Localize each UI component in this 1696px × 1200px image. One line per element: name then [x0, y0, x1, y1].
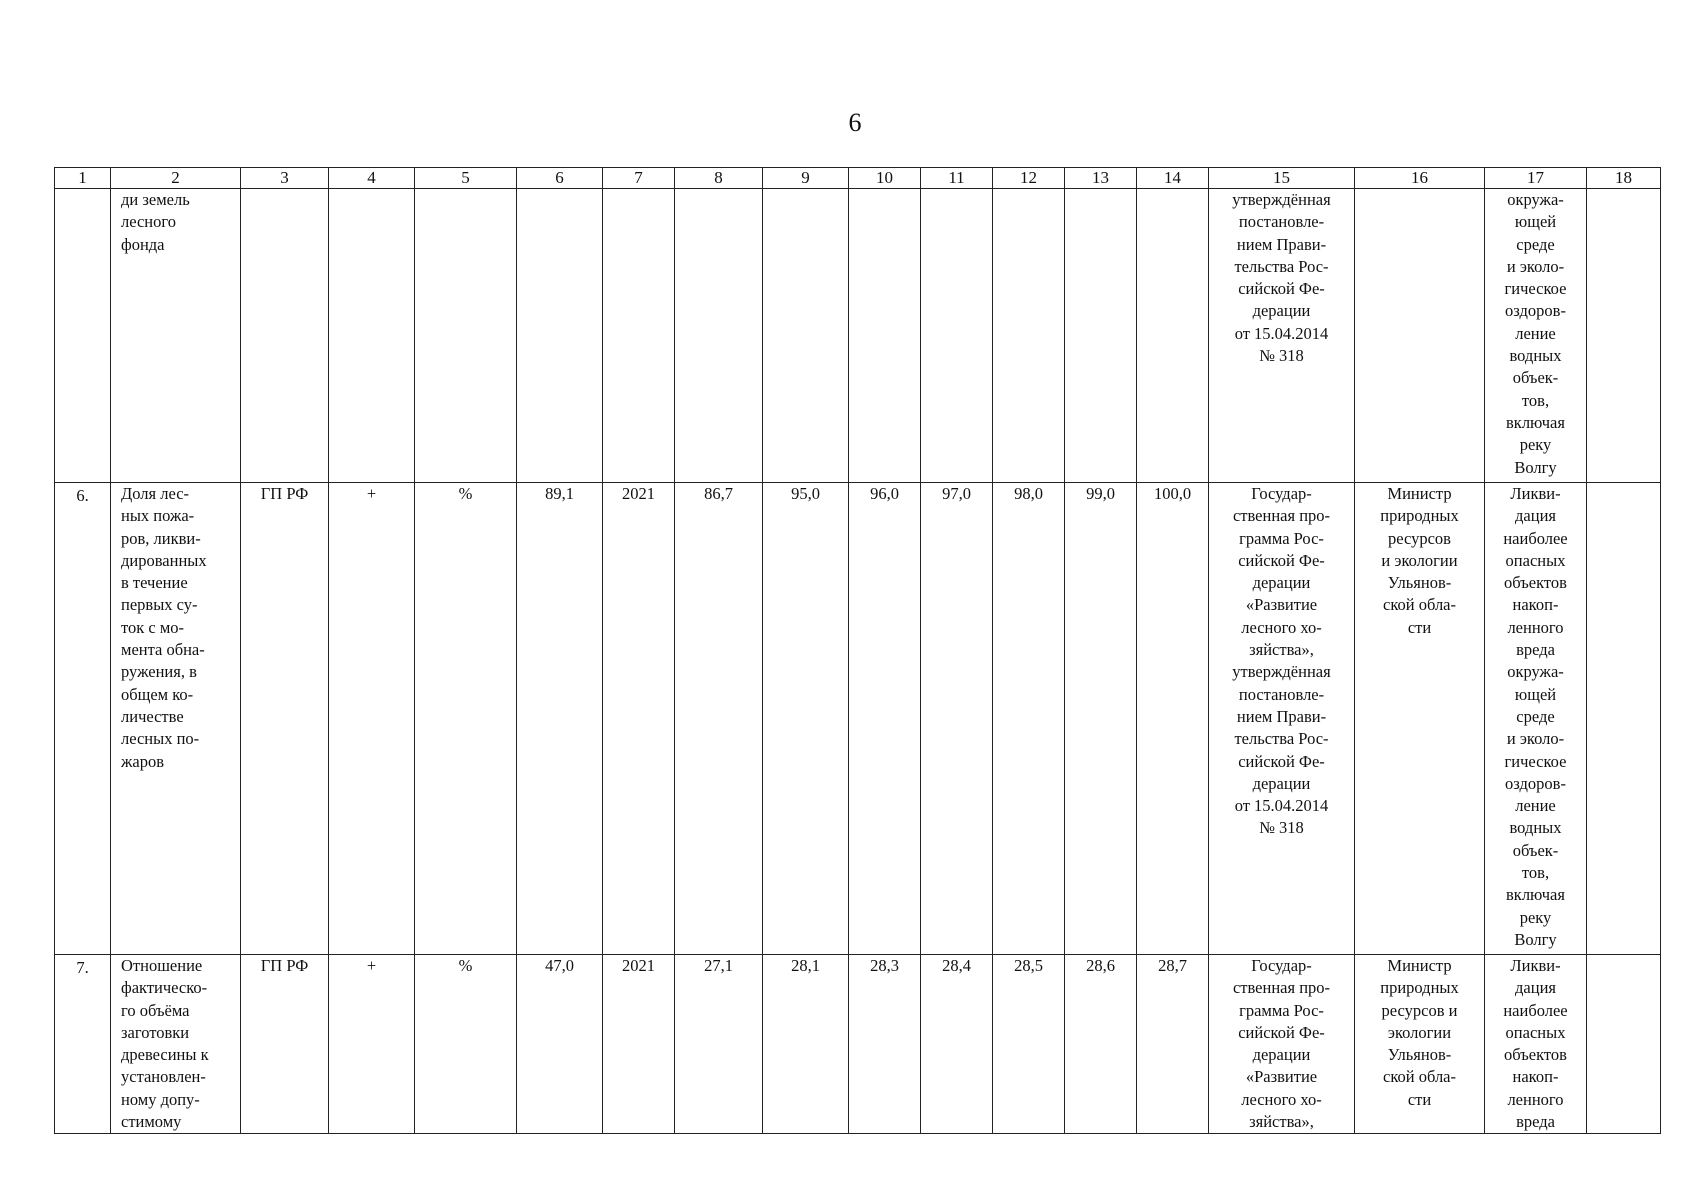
row-number: 7.	[55, 955, 111, 1134]
indicator-type	[241, 189, 329, 483]
base-year: 2021	[603, 955, 675, 1134]
value-col-8: 86,7	[675, 483, 763, 955]
base-value: 89,1	[517, 483, 603, 955]
table-row	[55, 483, 1661, 955]
value-col-9: 95,0	[763, 483, 849, 955]
value-col-12	[993, 189, 1065, 483]
direction: +	[329, 483, 415, 955]
indicator-name: Доля лес- ных пожа- ров, ликви- дированных в течение первых су- ток с мо- мента обна- ружения, в общем ко- личестве лесных по- жаров	[111, 483, 241, 955]
value-col-10: 96,0	[849, 483, 921, 955]
value-col-11: 28,4	[921, 955, 993, 1134]
value-col-8: 27,1	[675, 955, 763, 1134]
indicator-name: ди земель лесного фонда	[111, 189, 241, 483]
responsible-person	[1355, 189, 1485, 483]
value-col-12: 98,0	[993, 483, 1065, 955]
page-number: 6	[848, 108, 862, 137]
unit: %	[415, 483, 517, 955]
value-col-8	[675, 189, 763, 483]
indicator-name: Отношение фактическо- го объёма заготовки древесины к установлен- ному допу- стимому	[111, 955, 241, 1134]
column-number: 9	[763, 168, 849, 189]
related-goal: Ликви- дация наиболее опасных объектов накоп- ленного вреда окружа- ющей среде и эколо- гическое оздоров- ление водных объек- тов, включая реку Волгу	[1485, 483, 1587, 955]
related-goal: Ликви- дация наиболее опасных объектов накоп- ленного вреда	[1485, 955, 1587, 1134]
value-col-10: 28,3	[849, 955, 921, 1134]
base-year: 2021	[603, 483, 675, 955]
value-col-13: 28,6	[1065, 955, 1137, 1134]
value-col-13: 99,0	[1065, 483, 1137, 955]
column-number: 15	[1209, 168, 1355, 189]
column-number: 12	[993, 168, 1065, 189]
value-col-10	[849, 189, 921, 483]
indicator-type: ГП РФ	[241, 955, 329, 1134]
column-number: 16	[1355, 168, 1485, 189]
document-reference: Государ- ственная про- грамма Рос- сийской Фе- дерации «Развитие лесного хо- зяйства»,	[1209, 955, 1355, 1134]
column-number-row	[55, 168, 1661, 189]
base-value	[517, 189, 603, 483]
responsible-person: Министр природных ресурсов и экологии Ульянов- ской обла- сти	[1355, 483, 1485, 955]
column-number: 4	[329, 168, 415, 189]
direction: +	[329, 955, 415, 1134]
value-col-11	[921, 189, 993, 483]
column-number: 3	[241, 168, 329, 189]
value-col-14: 28,7	[1137, 955, 1209, 1134]
column-18-cell	[1587, 955, 1661, 1134]
column-number: 5	[415, 168, 517, 189]
column-number: 8	[675, 168, 763, 189]
column-number: 17	[1485, 168, 1587, 189]
value-col-9: 28,1	[763, 955, 849, 1134]
value-col-11: 97,0	[921, 483, 993, 955]
base-year	[603, 189, 675, 483]
value-col-9	[763, 189, 849, 483]
row-number: 6.	[55, 483, 111, 955]
column-number: 11	[921, 168, 993, 189]
column-number: 18	[1587, 168, 1661, 189]
value-col-14	[1137, 189, 1209, 483]
column-18-cell	[1587, 483, 1661, 955]
value-col-13	[1065, 189, 1137, 483]
document-reference: Государ- ственная про- грамма Рос- сийской Фе- дерации «Развитие лесного хо- зяйства», утверждённая постановле- нием Прави- тельства Рос- сийской Фе- дерации от 15.04.2014 № 318	[1209, 483, 1355, 955]
column-number: 2	[111, 168, 241, 189]
base-value: 47,0	[517, 955, 603, 1134]
value-col-14: 100,0	[1137, 483, 1209, 955]
row-number	[55, 189, 111, 483]
indicators-table	[54, 167, 1661, 1134]
direction	[329, 189, 415, 483]
column-number: 6	[517, 168, 603, 189]
column-18-cell	[1587, 189, 1661, 483]
column-number: 13	[1065, 168, 1137, 189]
indicator-type: ГП РФ	[241, 483, 329, 955]
related-goal: окружа- ющей среде и эколо- гическое оздоров- ление водных объек- тов, включая реку Волгу	[1485, 189, 1587, 483]
unit: %	[415, 955, 517, 1134]
column-number: 14	[1137, 168, 1209, 189]
document-reference: утверждённая постановле- нием Прави- тельства Рос- сийской Фе- дерации от 15.04.2014 № 318	[1209, 189, 1355, 483]
table-row	[55, 189, 1661, 483]
unit	[415, 189, 517, 483]
value-col-12: 28,5	[993, 955, 1065, 1134]
table-row	[55, 955, 1661, 1134]
responsible-person: Министр природных ресурсов и экологии Ульянов- ской обла- сти	[1355, 955, 1485, 1134]
column-number: 10	[849, 168, 921, 189]
column-number: 7	[603, 168, 675, 189]
column-number: 1	[55, 168, 111, 189]
